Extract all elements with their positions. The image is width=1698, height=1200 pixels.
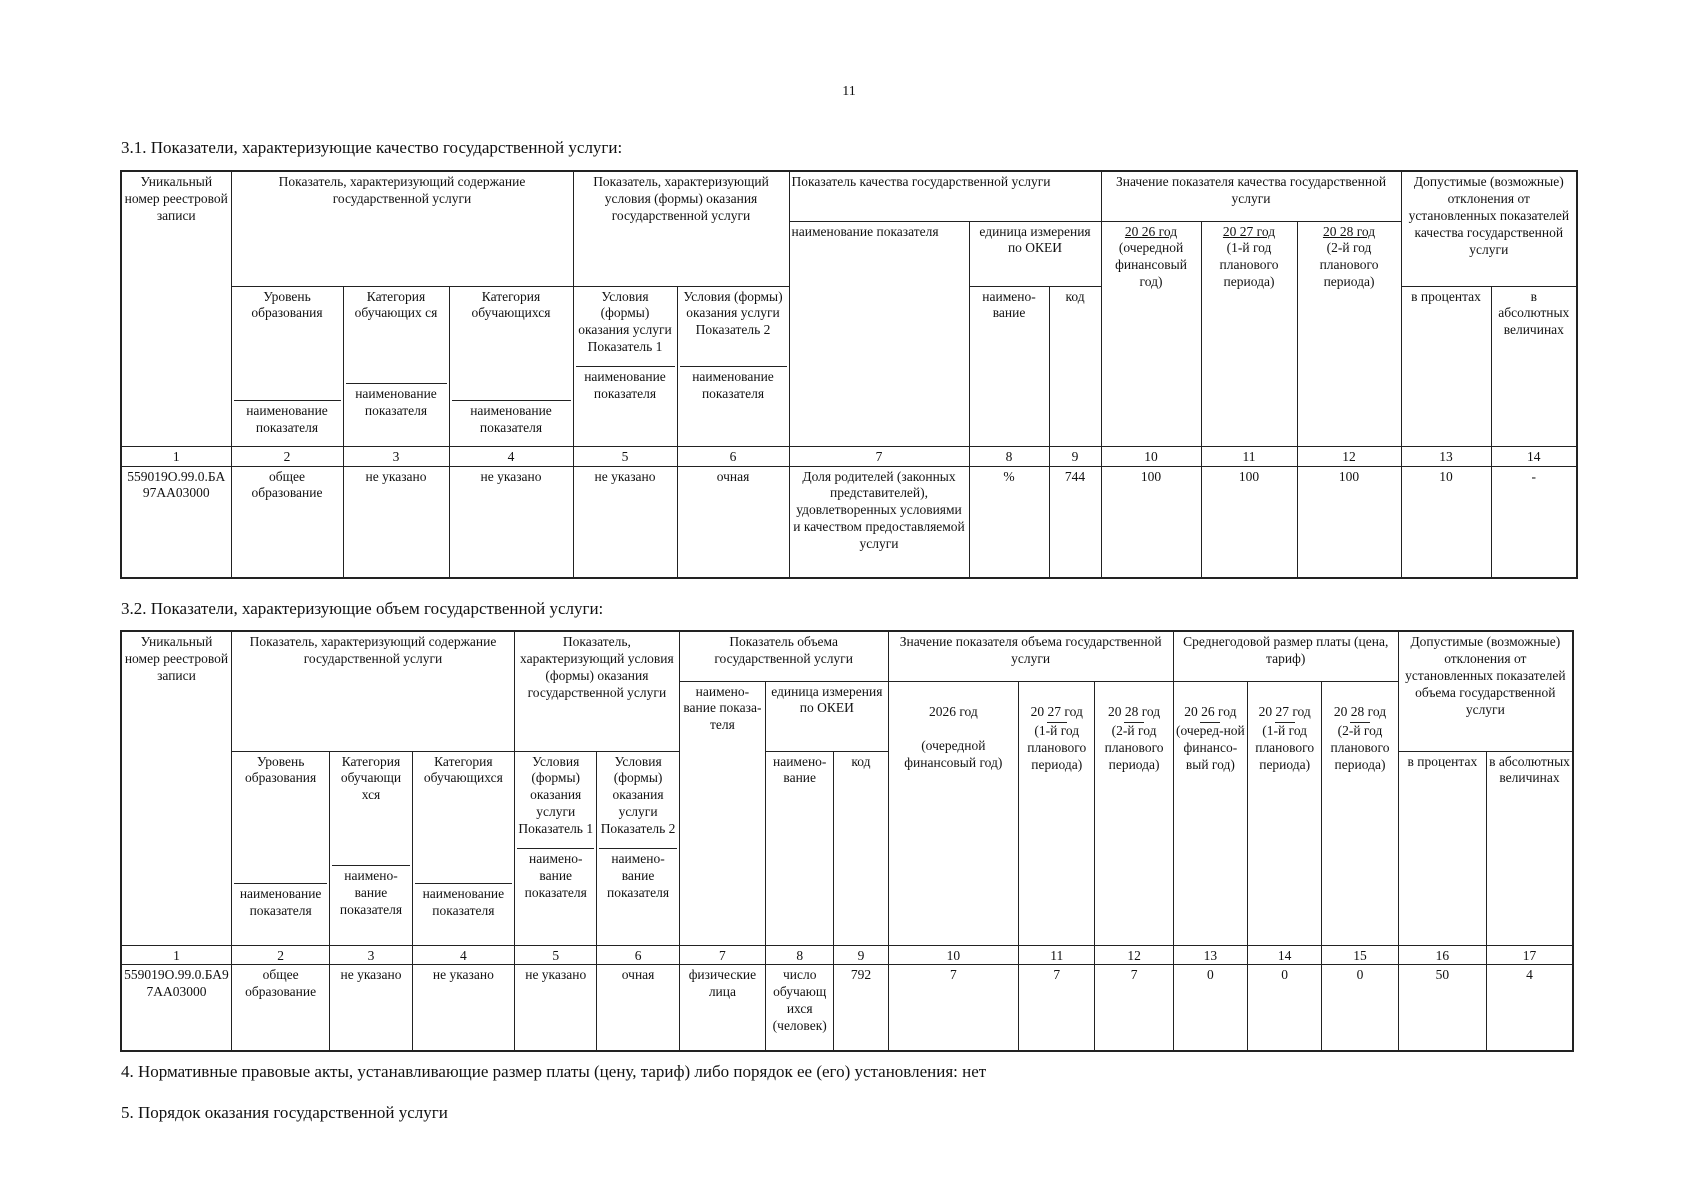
education-level-name: наименование показателя xyxy=(234,400,341,437)
table-row xyxy=(121,965,1573,1051)
cell-category-2: не указано xyxy=(449,466,573,578)
cell-volume-2028: 7 xyxy=(1095,965,1173,1051)
col-number: 11 xyxy=(1201,446,1297,466)
header-education-level xyxy=(231,286,343,446)
col-number: 6 xyxy=(677,446,789,466)
header-deviation-percent: в процентах xyxy=(1401,286,1491,446)
col-number: 13 xyxy=(1401,446,1491,466)
header-deviation-absolute: в абсолютных величинах xyxy=(1487,751,1573,945)
header-unique-number: Уникальный номер реестровой записи xyxy=(121,171,231,446)
header-deviation-percent: в процентах xyxy=(1398,751,1486,945)
col-number: 10 xyxy=(1101,446,1201,466)
header-conditions-indicator: Показатель, характеризующий условия (формы) оказания государственной услуги xyxy=(515,631,680,751)
header-fee-2028 xyxy=(1322,681,1398,945)
section-3-1-heading: 3.1. Показатели, характеризующие качество государственной услуги: xyxy=(121,138,623,157)
condition-1-label: Условия (формы) оказания услуги Показатель 1 xyxy=(518,753,594,836)
cell-deviation-absolute: - xyxy=(1491,466,1577,578)
col-number: 4 xyxy=(412,945,514,965)
header-unit-okei: единица измерения по ОКЕИ xyxy=(766,681,889,751)
cell-registry-number: 559019О.99.0.БА97АА03000 xyxy=(121,965,231,1051)
col-number: 1 xyxy=(121,945,231,965)
col-number: 15 xyxy=(1322,945,1398,965)
fee-2028-label: 20 28 год xyxy=(1333,703,1387,719)
header-year-2028 xyxy=(1297,221,1401,446)
header-indicator-name: наименование показателя xyxy=(789,221,969,446)
header-volume-2028 xyxy=(1095,681,1173,945)
student-category-1-name: наимено-вание показателя xyxy=(332,865,409,919)
col-number: 12 xyxy=(1095,945,1173,965)
header-annual-fee: Среднегодовой размер платы (цена, тариф) xyxy=(1173,631,1398,681)
cell-category-1: не указано xyxy=(330,965,412,1051)
header-unit-name: наимено-вание xyxy=(766,751,834,945)
header-unit-name: наимено-вание xyxy=(969,286,1049,446)
cell-category-1: не указано xyxy=(343,466,449,578)
condition-2-name: наименование показателя xyxy=(680,366,787,403)
fee-2028-sub: (2-й год планового периода) xyxy=(1330,723,1390,773)
header-content-indicator: Показатель, характеризующий содержание государственной услуги xyxy=(231,631,514,751)
year-2026-label: 20 26 год xyxy=(1124,223,1178,239)
header-student-category-2 xyxy=(412,751,514,945)
cell-unit-name: число обучающ ихся (человек) xyxy=(766,965,834,1051)
header-volume-2027 xyxy=(1019,681,1095,945)
col-number: 5 xyxy=(515,945,597,965)
header-education-level xyxy=(231,751,329,945)
header-unique-number: Уникальный номер реестровой записи xyxy=(121,631,231,945)
col-number: 2 xyxy=(231,446,343,466)
cell-unit-name: % xyxy=(969,466,1049,578)
col-number: 1 xyxy=(121,446,231,466)
fee-2027-label: 20 27 год xyxy=(1258,703,1311,719)
student-category-2-label: Категория обучающихся xyxy=(471,288,551,321)
cell-value-2026: 100 xyxy=(1101,466,1201,578)
col-number: 12 xyxy=(1297,446,1401,466)
col-number: 5 xyxy=(573,446,677,466)
header-deviation: Допустимые (возможные) отклонения от установленных показателей объема государственной услуги xyxy=(1398,631,1573,751)
cell-category-2: не указано xyxy=(412,965,514,1051)
header-unit-code: код xyxy=(1049,286,1101,446)
header-content-indicator: Показатель, характеризующий содержание государственной услуги xyxy=(231,171,573,286)
student-category-2-name: наименование показателя xyxy=(415,883,512,920)
condition-1-name: наимено-вание показателя xyxy=(517,848,594,902)
col-number: 3 xyxy=(343,446,449,466)
page-number: 11 xyxy=(842,84,856,99)
year-2027-sub: (1-й год планового периода) xyxy=(1219,240,1279,290)
condition-2-label: Условия (формы) оказания услуги Показатель 2 xyxy=(683,288,783,338)
fee-2026-label: 20 26 год xyxy=(1184,703,1237,719)
header-volume-indicator: Показатель объема государственной услуги xyxy=(679,631,888,681)
condition-2-name: наимено-вание показателя xyxy=(599,848,676,902)
cell-registry-number: 559019О.99.0.БА97АА03000 xyxy=(121,466,231,578)
condition-2-label: Условия (формы) оказания услуги Показатель 2 xyxy=(600,753,676,836)
section-3-2-heading: 3.2. Показатели, характеризующие объем государственной услуги: xyxy=(121,599,604,618)
header-condition-2 xyxy=(597,751,679,945)
volume-2028-label: 20 28 год xyxy=(1107,703,1161,719)
condition-1-name: наименование показателя xyxy=(576,366,675,403)
volume-2026-sub: (очередной финансовый год) xyxy=(904,738,1003,771)
cell-unit-code: 744 xyxy=(1049,466,1101,578)
col-number: 13 xyxy=(1173,945,1247,965)
col-number: 3 xyxy=(330,945,412,965)
cell-deviation-absolute: 4 xyxy=(1487,965,1573,1051)
cell-deviation-percent: 10 xyxy=(1401,466,1491,578)
cell-deviation-percent: 50 xyxy=(1398,965,1486,1051)
student-category-1-label: Категория обучающих ся xyxy=(354,288,438,321)
cell-unit-code: 792 xyxy=(834,965,888,1051)
student-category-1-name: наименование показателя xyxy=(346,383,447,420)
cell-indicator-name: Доля родителей (законных представителей), удовлетворенных условиями и качеством предоставляемой услуги xyxy=(789,466,969,578)
header-deviation: Допустимые (возможные) отклонения от установленных показателей качества государственной услуги xyxy=(1401,171,1577,286)
col-number: 14 xyxy=(1248,945,1322,965)
fee-2027-sub: (1-й год планового периода) xyxy=(1255,723,1315,773)
header-indicator-name: наимено-вание показа-теля xyxy=(679,681,765,945)
year-2028-label: 20 28 год xyxy=(1322,223,1376,239)
col-number: 8 xyxy=(969,446,1049,466)
fee-2026-sub: (очеред-ной финансо-вый год) xyxy=(1175,723,1245,773)
volume-indicators-table xyxy=(120,630,1574,1052)
header-unit-code: код xyxy=(834,751,888,945)
student-category-2-label: Категория обучающихся xyxy=(423,753,503,786)
col-number: 16 xyxy=(1398,945,1486,965)
cell-fee-2026: 0 xyxy=(1173,965,1247,1051)
header-condition-2 xyxy=(677,286,789,446)
education-level-label: Уровень образования xyxy=(251,288,323,321)
year-2028-sub: (2-й год планового периода) xyxy=(1319,240,1379,290)
volume-2028-sub: (2-й год планового периода) xyxy=(1104,723,1164,773)
header-fee-2026 xyxy=(1173,681,1247,945)
cell-indicator-name: физические лица xyxy=(679,965,765,1051)
cell-condition-2: очная xyxy=(677,466,789,578)
education-level-name: наименование показателя xyxy=(234,883,327,920)
cell-condition-2: очная xyxy=(597,965,679,1051)
header-unit-okei: единица измерения по ОКЕИ xyxy=(969,221,1101,286)
header-volume-value: Значение показателя объема государственной услуги xyxy=(888,631,1173,681)
col-number: 8 xyxy=(766,945,834,965)
volume-2026-label: 2026 год xyxy=(928,703,978,719)
volume-2027-sub: (1-й год планового периода) xyxy=(1027,723,1087,773)
header-quality-value: Значение показателя качества государственной услуги xyxy=(1101,171,1401,221)
header-student-category-1 xyxy=(343,286,449,446)
cell-fee-2028: 0 xyxy=(1322,965,1398,1051)
col-number: 7 xyxy=(789,446,969,466)
student-category-2-name: наименование показателя xyxy=(452,400,571,437)
header-year-2026 xyxy=(1101,221,1201,446)
volume-2027-label: 20 27 год xyxy=(1030,703,1083,719)
table-row xyxy=(121,466,1577,578)
header-deviation-absolute: в абсолютных величинах xyxy=(1491,286,1577,446)
year-2027-label: 20 27 год xyxy=(1222,223,1276,239)
col-number: 7 xyxy=(679,945,765,965)
quality-indicators-table xyxy=(120,170,1578,579)
student-category-1-label: Категория обучающи хся xyxy=(340,753,402,803)
col-number: 11 xyxy=(1019,945,1095,965)
header-conditions-indicator: Показатель, характеризующий условия (формы) оказания государственной услуги xyxy=(573,171,789,286)
cell-condition-1: не указано xyxy=(515,965,597,1051)
education-level-label: Уровень образования xyxy=(245,753,317,786)
cell-fee-2027: 0 xyxy=(1248,965,1322,1051)
paragraph-4: 4. Нормативные правовые акты, устанавливающие размер платы (цену, тариф) либо порядок ее (его) установления: нет xyxy=(121,1062,987,1081)
header-year-2027 xyxy=(1201,221,1297,446)
paragraph-5: 5. Порядок оказания государственной услуги xyxy=(121,1103,448,1122)
col-number: 14 xyxy=(1491,446,1577,466)
header-quality-indicator: Показатель качества государственной услуги xyxy=(789,171,1101,221)
col-number: 4 xyxy=(449,446,573,466)
header-fee-2027 xyxy=(1248,681,1322,945)
col-number: 9 xyxy=(834,945,888,965)
cell-value-2027: 100 xyxy=(1201,466,1297,578)
year-2026-sub: (очередной финансовый год) xyxy=(1115,240,1187,290)
col-number: 10 xyxy=(888,945,1019,965)
header-condition-1 xyxy=(573,286,677,446)
col-number: 2 xyxy=(231,945,329,965)
cell-condition-1: не указано xyxy=(573,466,677,578)
header-condition-1 xyxy=(515,751,597,945)
cell-education-level: общее образование xyxy=(231,466,343,578)
cell-volume-2027: 7 xyxy=(1019,965,1095,1051)
col-number: 9 xyxy=(1049,446,1101,466)
header-volume-2026 xyxy=(888,681,1019,945)
header-student-category-1 xyxy=(330,751,412,945)
condition-1-label: Условия (формы) оказания услуги Показатель 1 xyxy=(578,288,672,355)
cell-volume-2026: 7 xyxy=(888,965,1019,1051)
col-number: 6 xyxy=(597,945,679,965)
header-student-category-2 xyxy=(449,286,573,446)
cell-education-level: общее образование xyxy=(231,965,329,1051)
cell-value-2028: 100 xyxy=(1297,466,1401,578)
col-number: 17 xyxy=(1487,945,1573,965)
